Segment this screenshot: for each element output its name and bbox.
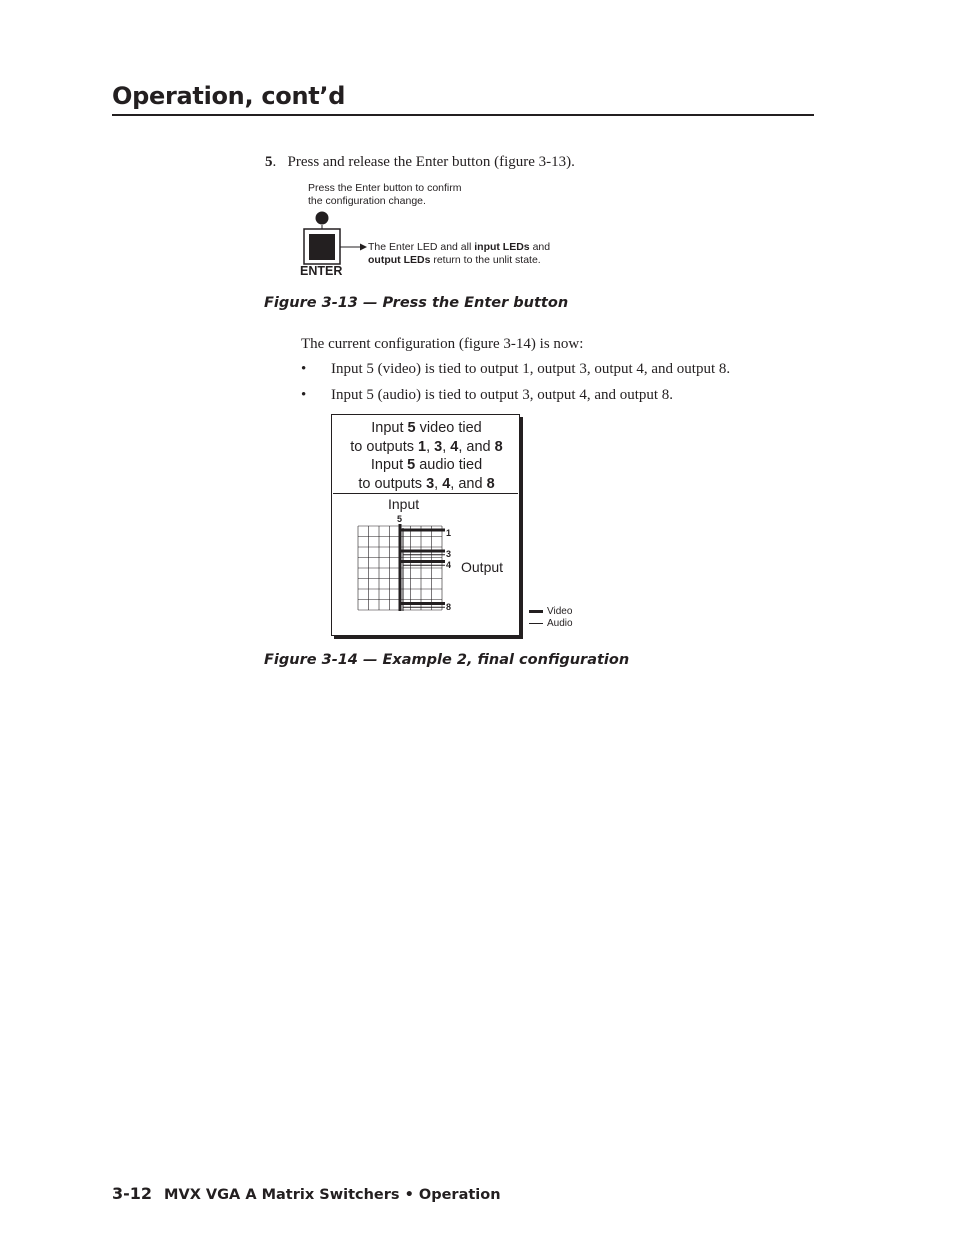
bullet-text: Input 5 (video) is tied to output 1, output 3, output 4, and output 8.	[331, 361, 731, 377]
arrow-right-icon	[360, 244, 367, 251]
note-text: The Enter LED and all	[368, 241, 475, 253]
note-bold: input LEDs	[474, 241, 530, 253]
step-text: . Press and release the Enter button (figure 3-13).	[272, 154, 575, 170]
config-bullet	[301, 361, 730, 378]
legend-video-swatch	[529, 610, 543, 613]
enter-led-icon	[316, 212, 329, 225]
summary-line: to outputs 3, 4, and 8	[358, 475, 495, 492]
config-bullet	[301, 387, 673, 404]
bullet-symbol: •	[301, 361, 307, 377]
input-label: Input	[388, 496, 420, 512]
bullet-symbol: •	[301, 387, 307, 403]
note-line: the configuration change.	[308, 195, 426, 207]
output-number-1: 1	[446, 528, 452, 538]
step-number: 5	[265, 154, 273, 170]
enter-button-face	[309, 234, 335, 260]
output-label: Output	[461, 559, 504, 575]
summary-line: Input 5 video tied	[371, 420, 482, 436]
page-footer	[112, 1184, 501, 1203]
figure14-caption: Figure 3-14 — Example 2, final configuration	[264, 652, 630, 668]
footer-title: MVX VGA A Matrix Switchers • Operation	[164, 1187, 501, 1203]
matrix-grid-diagram	[357, 524, 447, 612]
legend-video-label: Video	[547, 606, 573, 617]
note-text: and	[529, 241, 551, 253]
output-number-3: 3	[446, 549, 452, 559]
heading-rule	[112, 114, 814, 116]
step-5	[265, 154, 575, 171]
page-heading: Operation, cont’d	[112, 82, 346, 110]
summary-line: to outputs 1, 3, 4, and 8	[350, 438, 503, 455]
note-line	[368, 254, 550, 267]
bullet-text: Input 5 (audio) is tied to output 3, output 4, and output 8.	[331, 387, 674, 403]
note-line: Press the Enter button to confirm	[308, 182, 462, 194]
figure14-divider	[333, 493, 518, 494]
output-number-4: 4	[446, 560, 452, 570]
output-number-8: 8	[446, 602, 452, 612]
config-intro: The current configuration (figure 3-14) is now:	[301, 336, 584, 352]
figure13-right-note	[368, 241, 550, 267]
input-number-5: 5	[397, 514, 403, 524]
figure13-caption: Figure 3-13 — Press the Enter button	[264, 295, 569, 311]
legend-audio-label: Audio	[547, 618, 573, 629]
note-bold: output LEDs	[368, 254, 431, 266]
note-line	[368, 241, 550, 254]
note-text: return to the unlit state.	[430, 254, 541, 266]
page-number: 3-12	[112, 1184, 153, 1203]
enter-label: ENTER	[300, 264, 343, 278]
legend-audio-swatch	[529, 623, 543, 624]
figure14-summary	[333, 419, 520, 493]
summary-line: Input 5 audio tied	[370, 457, 483, 473]
